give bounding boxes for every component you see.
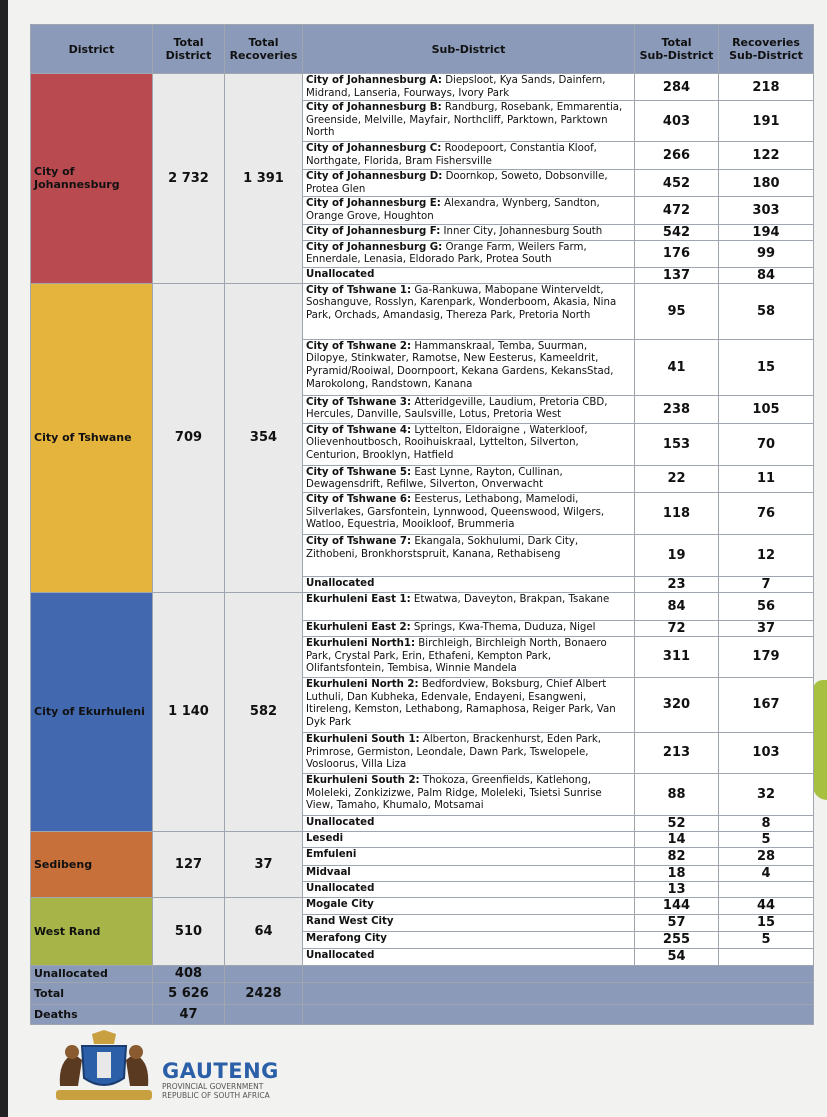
table-body xyxy=(31,74,814,1025)
sub-district-recoveries: 70 xyxy=(719,423,814,465)
sub-district-cell xyxy=(303,831,635,847)
sub-district-name: Unallocated xyxy=(306,577,375,589)
district-name: City of Johannesburg xyxy=(31,74,153,284)
sub-district-cell xyxy=(303,620,635,636)
sub-district-cell xyxy=(303,170,635,197)
sub-district-recoveries: 191 xyxy=(719,101,814,142)
sub-district-cell xyxy=(303,339,635,395)
sub-district-name: Ekurhuleni East 2: xyxy=(306,621,411,633)
footer-label: Unallocated xyxy=(31,965,153,982)
sub-district-areas: Eesterus, Lethabong, Mamelodi, Silverlakes, Garsfontein, Lynnwood, Queenswood, Wilgers, Watloo, Equestria, Mooikloof, Brummeria xyxy=(306,493,605,531)
sub-district-total: 18 xyxy=(635,865,719,881)
sub-district-cell xyxy=(303,677,635,732)
sub-district-total: 52 xyxy=(635,815,719,831)
sub-district-recoveries: 56 xyxy=(719,592,814,620)
sub-district-recoveries xyxy=(719,948,814,965)
sub-district-total: 22 xyxy=(635,465,719,492)
sub-district-cell xyxy=(303,224,635,240)
sub-district-cell xyxy=(303,881,635,897)
sub-district-recoveries: 180 xyxy=(719,170,814,197)
sub-district-total: 88 xyxy=(635,773,719,815)
sub-district-cell xyxy=(303,492,635,534)
sub-district-areas: Doornkop, Soweto, Dobsonville, Protea Glen xyxy=(306,171,608,195)
sub-district-recoveries: 105 xyxy=(719,395,814,423)
sub-district-total: 57 xyxy=(635,914,719,931)
sub-district-recoveries: 58 xyxy=(719,283,814,339)
sub-district-recoveries: 5 xyxy=(719,931,814,948)
footer-row xyxy=(31,1004,814,1024)
sub-district-name: City of Tshwane 1: xyxy=(306,284,412,296)
sub-district-cell xyxy=(303,74,635,101)
sub-district-name: Ekurhuleni South 1: xyxy=(306,733,420,745)
header-district: District xyxy=(31,25,153,74)
sub-district-areas: Orange Farm, Weilers Farm, Ennerdale, Lenasia, Eldorado Park, Protea South xyxy=(306,241,587,266)
district-recoveries: 582 xyxy=(225,592,303,831)
sub-district-cell xyxy=(303,240,635,267)
district-name: Sedibeng xyxy=(31,831,153,897)
sub-district-recoveries: 76 xyxy=(719,492,814,534)
table-row xyxy=(31,74,814,101)
table-row xyxy=(31,592,814,620)
sub-district-total: 54 xyxy=(635,948,719,965)
sub-district-areas: Alexandra, Wynberg, Sandton, Orange Grove, Houghton xyxy=(306,198,600,222)
header-sub-district: Sub-District xyxy=(303,25,635,74)
sub-district-name: City of Johannesburg G: xyxy=(306,241,443,253)
covid-district-table xyxy=(30,24,814,1025)
sub-district-cell xyxy=(303,576,635,592)
sub-district-total: 255 xyxy=(635,931,719,948)
sub-district-total: 144 xyxy=(635,897,719,914)
sub-district-total: 82 xyxy=(635,847,719,865)
table-row xyxy=(31,897,814,914)
sub-district-total: 472 xyxy=(635,197,719,224)
footer-recoveries xyxy=(225,965,303,982)
sub-district-name: Merafong City xyxy=(306,932,387,944)
sub-district-name: City of Tshwane 7: xyxy=(306,535,412,547)
sub-district-areas: Bedfordview, Boksburg, Chief Albert Luthuli, Dan Kubheka, Edenvale, Endayeni, Esangweni, Itireleng, Kemston, Lethabong, Ramaphosa, Reiger Park, Van Dyk Park xyxy=(306,678,616,728)
sub-district-recoveries: 7 xyxy=(719,576,814,592)
sub-district-cell xyxy=(303,897,635,914)
district-total: 127 xyxy=(153,831,225,897)
sub-district-name: Unallocated xyxy=(306,882,375,894)
sub-district-name: Ekurhuleni South 2: xyxy=(306,774,420,786)
sub-district-name: Lesedi xyxy=(306,832,344,844)
footer-row xyxy=(31,965,814,982)
sub-district-total: 213 xyxy=(635,732,719,773)
left-edge xyxy=(0,0,8,1117)
sub-district-areas: Etwatwa, Daveyton, Brakpan, Tsakane xyxy=(410,593,610,605)
sub-district-name: City of Tshwane 5: xyxy=(306,466,412,478)
sub-district-cell xyxy=(303,395,635,423)
sub-district-recoveries: 99 xyxy=(719,240,814,267)
header-total-district: Total District xyxy=(153,25,225,74)
footer-recoveries: 2428 xyxy=(225,982,303,1004)
sub-district-name: City of Johannesburg A: xyxy=(306,75,442,86)
sub-district-total: 266 xyxy=(635,142,719,170)
sub-district-total: 23 xyxy=(635,576,719,592)
sub-district-total: 176 xyxy=(635,240,719,267)
sub-district-name: Mogale City xyxy=(306,898,374,910)
sub-district-areas: Hammanskraal, Temba, Suurman, Dilopye, Stinkwater, Ramotse, New Eesterus, Kameeldrit, Pyramid/Rooiwal, Doornpoort, Kekana Gardens, KekansStad, Marokolong, Randstown, Kanana xyxy=(306,340,614,390)
sub-district-recoveries: 122 xyxy=(719,142,814,170)
sub-district-areas: East Lynne, Rayton, Cullinan, Dewagensdrift, Refilwe, Silverton, Onverwacht xyxy=(306,466,563,491)
sub-district-name: City of Tshwane 6: xyxy=(306,493,412,505)
sub-district-cell xyxy=(303,101,635,142)
footer-row xyxy=(31,982,814,1004)
sub-district-name: Unallocated xyxy=(306,949,375,961)
sub-district-recoveries: 194 xyxy=(719,224,814,240)
footer-label: Deaths xyxy=(31,1004,153,1024)
sub-district-cell xyxy=(303,267,635,283)
district-recoveries: 354 xyxy=(225,283,303,592)
sub-district-name: Midvaal xyxy=(306,866,351,878)
district-recoveries: 64 xyxy=(225,897,303,965)
sub-district-cell xyxy=(303,592,635,620)
sub-district-total: 14 xyxy=(635,831,719,847)
sub-district-total: 238 xyxy=(635,395,719,423)
sub-district-total: 284 xyxy=(635,74,719,101)
sub-district-cell xyxy=(303,815,635,831)
sub-district-recoveries: 303 xyxy=(719,197,814,224)
sub-district-recoveries: 5 xyxy=(719,831,814,847)
footer-recoveries xyxy=(225,1004,303,1024)
sub-district-name: Ekurhuleni North 2: xyxy=(306,678,419,690)
sub-district-cell xyxy=(303,948,635,965)
sub-district-total: 118 xyxy=(635,492,719,534)
sub-district-recoveries: 11 xyxy=(719,465,814,492)
district-name: City of Tshwane xyxy=(31,283,153,592)
map-fragment xyxy=(813,680,827,800)
sub-district-recoveries: 84 xyxy=(719,267,814,283)
sub-district-total: 19 xyxy=(635,534,719,576)
sub-district-name: Ekurhuleni East 1: xyxy=(306,593,411,605)
sub-district-cell xyxy=(303,534,635,576)
sub-district-areas: Diepsloot, Kya Sands, Dainfern, Midrand, Lanseria, Fourways, Ivory Park xyxy=(306,75,606,99)
sub-district-areas: Alberton, Brackenhurst, Eden Park, Primrose, Germiston, Leondale, Dawn Park, Tswelopele, Vosloorus, Villa Liza xyxy=(306,733,602,771)
table-row xyxy=(31,283,814,339)
sub-district-total: 452 xyxy=(635,170,719,197)
sub-district-recoveries: 8 xyxy=(719,815,814,831)
sub-district-recoveries: 218 xyxy=(719,74,814,101)
brand-title: GAUTENG xyxy=(162,1059,279,1083)
header-total-sub-district: Total Sub-District xyxy=(635,25,719,74)
sub-district-areas: Birchleigh, Birchleigh North, Bonaero Park, Crystal Park, Erin, Ethafeni, Kempton Park, Olifantsfontein, Tembisa, Winnie Mandela xyxy=(306,637,607,675)
sub-district-total: 403 xyxy=(635,101,719,142)
sub-district-name: City of Tshwane 2: xyxy=(306,340,412,352)
sub-district-cell xyxy=(303,914,635,931)
district-total: 2 732 xyxy=(153,74,225,284)
sub-district-name: Unallocated xyxy=(306,268,375,280)
sub-district-name: Ekurhuleni North1: xyxy=(306,637,416,649)
sub-district-recoveries: 103 xyxy=(719,732,814,773)
sub-district-recoveries: 15 xyxy=(719,914,814,931)
sub-district-areas: Inner City, Johannesburg South xyxy=(440,225,603,237)
sub-district-cell xyxy=(303,636,635,677)
sub-district-areas: Ekangala, Sokhulumi, Dark City, Zithobeni, Bronkhorstspruit, Kanana, Rethabiseng xyxy=(306,535,579,560)
district-recoveries: 37 xyxy=(225,831,303,897)
sub-district-name: City of Johannesburg D: xyxy=(306,171,443,183)
sub-district-name: City of Johannesburg E: xyxy=(306,198,441,210)
sub-district-recoveries: 12 xyxy=(719,534,814,576)
sub-district-recoveries: 15 xyxy=(719,339,814,395)
header-recoveries-sub-district: Recoveries Sub-District xyxy=(719,25,814,74)
sub-district-cell xyxy=(303,732,635,773)
sub-district-cell xyxy=(303,283,635,339)
sub-district-recoveries: 37 xyxy=(719,620,814,636)
sub-district-name: Rand West City xyxy=(306,915,394,927)
sub-district-areas: Lyttelton, Eldoraigne , Waterkloof, Olievenhoutbosch, Rooihuiskraal, Lyttelton, Silverton, Centurion, Brooklyn, Hatfield xyxy=(306,424,588,461)
sub-district-cell xyxy=(303,847,635,865)
sub-district-cell xyxy=(303,931,635,948)
sub-district-total: 84 xyxy=(635,592,719,620)
coat-of-arms-logo xyxy=(52,1030,156,1108)
footer-empty xyxy=(303,982,814,1004)
district-total: 510 xyxy=(153,897,225,965)
sub-district-recoveries: 32 xyxy=(719,773,814,815)
table-row xyxy=(31,831,814,847)
footer-empty xyxy=(303,965,814,982)
sub-district-total: 72 xyxy=(635,620,719,636)
sub-district-name: City of Tshwane 4: xyxy=(306,424,412,436)
sub-district-name: City of Johannesburg F: xyxy=(306,225,441,237)
footer-empty xyxy=(303,1004,814,1024)
sub-district-recoveries: 167 xyxy=(719,677,814,732)
sub-district-total: 311 xyxy=(635,636,719,677)
sub-district-cell xyxy=(303,142,635,170)
footer-label: Total xyxy=(31,982,153,1004)
footer-total: 47 xyxy=(153,1004,225,1024)
brand-subtitle-1: PROVINCIAL GOVERNMENT xyxy=(162,1082,264,1091)
sub-district-recoveries: 4 xyxy=(719,865,814,881)
sub-district-areas: Thokoza, Greenfields, Katlehong, Moleleki, Zonkizizwe, Palm Ridge, Moleleki, Tsietsi Sunrise View, Tamaho, Khumalo, Motsamai xyxy=(306,774,602,812)
district-recoveries: 1 391 xyxy=(225,74,303,284)
sub-district-cell xyxy=(303,773,635,815)
sub-district-recoveries xyxy=(719,881,814,897)
district-name: West Rand xyxy=(31,897,153,965)
sub-district-recoveries: 28 xyxy=(719,847,814,865)
footer-total: 5 626 xyxy=(153,982,225,1004)
header-row xyxy=(31,25,814,74)
brand-subtitle-2: REPUBLIC OF SOUTH AFRICA xyxy=(162,1091,270,1100)
sub-district-recoveries: 179 xyxy=(719,636,814,677)
sub-district-total: 137 xyxy=(635,267,719,283)
sub-district-name: City of Johannesburg B: xyxy=(306,102,442,114)
district-name: City of Ekurhuleni xyxy=(31,592,153,831)
sub-district-total: 41 xyxy=(635,339,719,395)
sub-district-total: 542 xyxy=(635,224,719,240)
sub-district-name: Emfuleni xyxy=(306,848,357,860)
sub-district-total: 153 xyxy=(635,423,719,465)
sub-district-name: Unallocated xyxy=(306,816,375,828)
district-total: 1 140 xyxy=(153,592,225,831)
sub-district-areas: Atteridgeville, Laudium, Pretoria CBD, Hercules, Danville, Saulsville, Lotus, Pretoria West xyxy=(306,396,608,421)
gauteng-brand xyxy=(162,1060,279,1100)
sub-district-total: 13 xyxy=(635,881,719,897)
sub-district-name: City of Johannesburg C: xyxy=(306,143,442,155)
footer-total: 408 xyxy=(153,965,225,982)
header-total-recoveries: Total Recoveries xyxy=(225,25,303,74)
sub-district-cell xyxy=(303,197,635,224)
sub-district-name: City of Tshwane 3: xyxy=(306,396,412,408)
sub-district-areas: Ga-Rankuwa, Mabopane Winterveldt, Soshanguve, Rosslyn, Karenpark, Wonderboom, Akasia, Nina Park, Orchads, Amandasig, Thereza Park, Pretoria North xyxy=(306,284,617,321)
sub-district-recoveries: 44 xyxy=(719,897,814,914)
sub-district-cell xyxy=(303,865,635,881)
sub-district-cell xyxy=(303,465,635,492)
sub-district-areas: Randburg, Rosebank, Emmarentia, Greenside, Melville, Mayfair, Northcliff, Parktown, Parktown North xyxy=(306,102,623,139)
sub-district-total: 95 xyxy=(635,283,719,339)
sub-district-areas: Roodepoort, Constantia Kloof, Northgate, Florida, Bram Fishersville xyxy=(306,143,597,167)
sub-district-cell xyxy=(303,423,635,465)
sub-district-areas: Springs, Kwa-Thema, Duduza, Nigel xyxy=(410,621,596,633)
sub-district-total: 320 xyxy=(635,677,719,732)
district-total: 709 xyxy=(153,283,225,592)
